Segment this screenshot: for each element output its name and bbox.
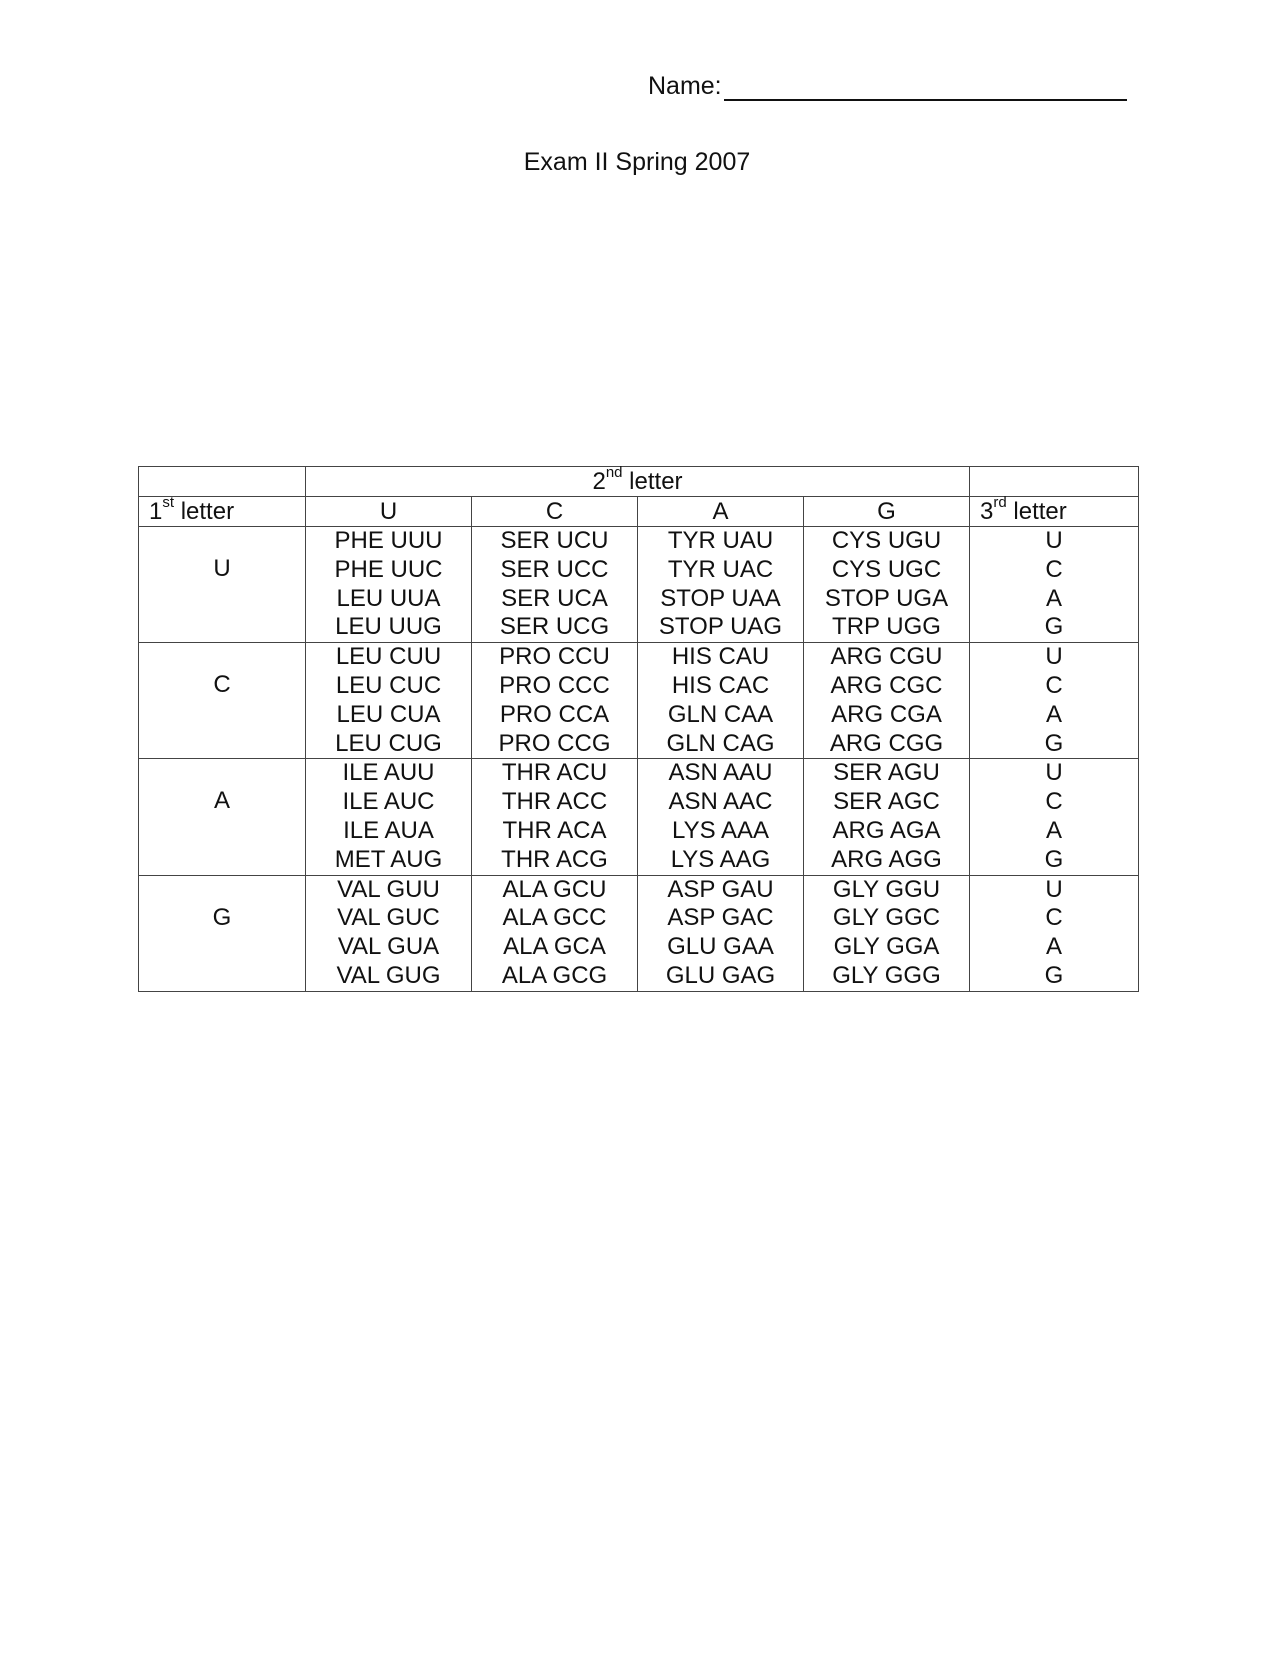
third-letter-value: A bbox=[1046, 816, 1063, 844]
codon-entry: ARG AGG bbox=[831, 845, 942, 873]
codon-entry: PHE UUC bbox=[334, 555, 443, 583]
codon-entry: LEU CUA bbox=[336, 700, 441, 728]
first-letter-cell bbox=[139, 527, 306, 643]
codon-entry: LEU CUC bbox=[335, 671, 442, 699]
codon-entry: ARG CGU bbox=[830, 643, 943, 671]
codon-cell bbox=[472, 643, 638, 759]
codon-entry: THR ACU bbox=[501, 759, 608, 787]
codon-cell bbox=[472, 875, 638, 991]
column-header-a: A bbox=[638, 497, 804, 527]
third-letter-value: G bbox=[1044, 961, 1064, 989]
codon-entry: STOP UAG bbox=[658, 613, 783, 641]
codon-entry: HIS CAU bbox=[671, 643, 770, 671]
codon-group-row bbox=[139, 759, 1139, 875]
codon-entry: HIS CAC bbox=[671, 671, 770, 699]
codon-entry: GLN CAG bbox=[666, 729, 775, 757]
codon-entry: SER AGU bbox=[833, 759, 940, 787]
codon-entry: VAL GUA bbox=[337, 933, 440, 961]
third-letter-value: U bbox=[1045, 875, 1063, 903]
codon-entry: PHE UUU bbox=[334, 527, 443, 554]
codon-entry: ASN AAC bbox=[668, 788, 773, 816]
codon-entry: ALA GCA bbox=[503, 933, 606, 961]
codon-entry: GLU GAG bbox=[665, 961, 776, 989]
codon-cell bbox=[804, 527, 970, 643]
third-letter-value: C bbox=[1045, 788, 1063, 816]
codon-entry: LEU CUG bbox=[335, 729, 442, 757]
codon-cell bbox=[638, 759, 804, 875]
third-letter-cell bbox=[970, 875, 1139, 991]
codon-entry: ASP GAC bbox=[667, 904, 774, 932]
codon-cell bbox=[804, 643, 970, 759]
codon-entry: SER UCC bbox=[500, 555, 609, 583]
codon-cell bbox=[472, 759, 638, 875]
codon-entry: GLY GGC bbox=[832, 904, 941, 932]
third-letter-value: C bbox=[1045, 904, 1063, 932]
codon-cell bbox=[306, 759, 472, 875]
first-letter-sup: st bbox=[162, 493, 175, 511]
codon-entry: ARG CGG bbox=[829, 729, 944, 757]
third-letter-cell bbox=[970, 759, 1139, 875]
codon-group-row bbox=[139, 643, 1139, 759]
codon-entry: ILE AUC bbox=[342, 788, 435, 816]
codon-group-row bbox=[139, 527, 1139, 643]
codon-cell bbox=[638, 875, 804, 991]
empty-header-cell bbox=[970, 467, 1139, 497]
codon-entry: ALA GCC bbox=[502, 904, 607, 932]
codon-entry: VAL GUU bbox=[337, 875, 440, 903]
first-letter-value: A bbox=[213, 787, 230, 815]
codon-entry: VAL GUC bbox=[337, 904, 440, 932]
codon-cell bbox=[306, 527, 472, 643]
codon-entry: GLN CAA bbox=[667, 700, 774, 728]
codon-entry: VAL GUG bbox=[336, 961, 441, 989]
codon-entry: ALA GCG bbox=[501, 961, 608, 989]
codon-cell bbox=[306, 875, 472, 991]
first-letter-value: G bbox=[212, 903, 232, 931]
codon-entry: LYS AAG bbox=[670, 845, 771, 873]
codon-entry: PRO CCU bbox=[499, 643, 610, 671]
second-letter-word: letter bbox=[622, 467, 683, 495]
third-letter-value: U bbox=[1045, 643, 1063, 671]
exam-title bbox=[0, 148, 1280, 177]
codon-entry: ILE AUU bbox=[342, 759, 435, 787]
column-header-u: U bbox=[306, 497, 472, 527]
codon-entry: STOP UGA bbox=[824, 584, 949, 612]
codon-entry: ASP GAU bbox=[667, 875, 774, 903]
second-letter-sup: nd bbox=[605, 463, 623, 481]
codon-entry: ARG AGA bbox=[832, 816, 941, 844]
codon-entry: THR ACA bbox=[502, 816, 607, 844]
codon-cell bbox=[804, 759, 970, 875]
second-letter-header bbox=[306, 463, 970, 497]
codon-entry: STOP UAA bbox=[660, 584, 781, 612]
codon-entry: PRO CCG bbox=[498, 729, 611, 757]
codon-cell bbox=[638, 643, 804, 759]
third-letter-value: C bbox=[1045, 555, 1063, 583]
codon-entry: LEU UUG bbox=[335, 613, 442, 641]
third-letter-value: A bbox=[1046, 700, 1063, 728]
second-letter-num: 2 bbox=[592, 467, 606, 495]
name-line bbox=[648, 72, 1127, 101]
codon-entry: LEU CUU bbox=[335, 643, 442, 671]
third-letter-value: G bbox=[1044, 729, 1064, 757]
codon-entry: THR ACG bbox=[501, 845, 608, 873]
codon-entry: LYS AAA bbox=[672, 816, 769, 844]
codon-entry: SER UCU bbox=[500, 527, 609, 554]
first-letter-cell bbox=[139, 643, 306, 759]
codon-cell bbox=[638, 527, 804, 643]
codon-entry: ASN AAU bbox=[668, 759, 773, 787]
third-letter-value: U bbox=[1045, 759, 1063, 787]
first-letter-header bbox=[139, 493, 306, 527]
third-letter-value: G bbox=[1044, 845, 1064, 873]
codon-entry: PRO CCA bbox=[499, 700, 610, 728]
codon-entry: TYR UAU bbox=[667, 527, 774, 554]
name-label: Name: bbox=[648, 72, 722, 100]
first-letter-value: C bbox=[213, 671, 231, 699]
codon-entry: ARG CGC bbox=[830, 671, 943, 699]
codon-entry: THR ACC bbox=[501, 788, 608, 816]
third-letter-word: letter bbox=[1006, 497, 1067, 525]
codon-entry: CYS UGC bbox=[831, 555, 942, 583]
first-letter-cell bbox=[139, 759, 306, 875]
codon-entry: GLY GGA bbox=[833, 933, 940, 961]
codon-entry: MET AUG bbox=[334, 845, 443, 873]
codon-entry: ILE AUA bbox=[343, 816, 434, 844]
third-letter-value: C bbox=[1045, 671, 1063, 699]
column-header-c: C bbox=[472, 497, 638, 527]
first-letter-cell bbox=[139, 875, 306, 991]
codon-table bbox=[138, 463, 1139, 992]
codon-entry: ARG CGA bbox=[831, 700, 942, 728]
codon-entry: CYS UGU bbox=[831, 527, 942, 554]
codon-entry: LEU UUA bbox=[336, 584, 441, 612]
codon-entry: SER UCG bbox=[499, 613, 610, 641]
first-letter-num: 1 bbox=[149, 497, 163, 525]
header-row-second-letter bbox=[139, 467, 1139, 497]
third-letter-cell bbox=[970, 527, 1139, 643]
third-letter-sup: rd bbox=[993, 493, 1007, 511]
column-header-g: G bbox=[804, 497, 970, 527]
codon-group-row bbox=[139, 875, 1139, 991]
codon-entry: GLY GGG bbox=[832, 961, 941, 989]
third-letter-header bbox=[970, 493, 1139, 527]
codon-entry: SER UCA bbox=[501, 584, 608, 612]
codon-entry: TRP UGG bbox=[832, 613, 941, 641]
exam-title-text: Exam II Spring 2007 bbox=[523, 148, 751, 176]
codon-entry: ALA GCU bbox=[502, 875, 607, 903]
codon-cell bbox=[306, 643, 472, 759]
codon-cell bbox=[472, 527, 638, 643]
codon-entry: SER AGC bbox=[833, 788, 940, 816]
codon-cell bbox=[804, 875, 970, 991]
third-letter-value: U bbox=[1045, 527, 1063, 554]
codon-entry: GLY GGU bbox=[832, 875, 941, 903]
first-letter-value: U bbox=[213, 555, 231, 582]
first-letter-word: letter bbox=[174, 497, 235, 525]
third-letter-value: G bbox=[1044, 613, 1064, 641]
empty-header-cell bbox=[139, 467, 306, 497]
name-blank-field[interactable] bbox=[724, 73, 1127, 101]
header-row-columns bbox=[139, 497, 1139, 527]
third-letter-value: A bbox=[1046, 584, 1063, 612]
codon-entry: GLU GAA bbox=[667, 933, 774, 961]
codon-entry: PRO CCC bbox=[499, 671, 610, 699]
third-letter-num: 3 bbox=[980, 497, 994, 525]
codon-entry: TYR UAC bbox=[667, 555, 774, 583]
third-letter-cell bbox=[970, 643, 1139, 759]
third-letter-value: A bbox=[1046, 933, 1063, 961]
